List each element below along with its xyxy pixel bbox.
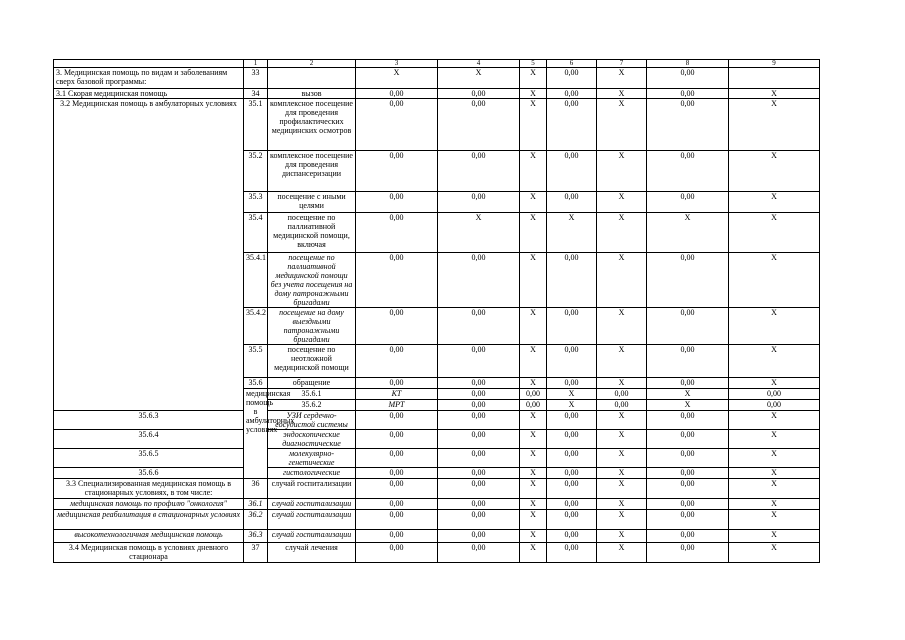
- value-cell: 0,00: [547, 89, 597, 99]
- row-number: 36.1: [244, 499, 268, 510]
- value-cell: 0,00: [438, 151, 520, 192]
- value-cell: 0,00: [647, 378, 729, 389]
- row-number: 35.4.2: [244, 308, 268, 345]
- value-cell: X: [597, 213, 647, 253]
- value-cell: X: [520, 308, 547, 345]
- row-label: медицинская помощь в амбулаторных условиях: [244, 389, 268, 479]
- value-cell: 0,00: [438, 89, 520, 99]
- value-cell: 0,00: [520, 389, 547, 400]
- value-cell: 0,00: [438, 253, 520, 308]
- value-cell: X: [729, 530, 820, 543]
- header-cell: 8: [647, 60, 729, 68]
- value-cell: X: [597, 430, 647, 449]
- value-cell: 0,00: [647, 430, 729, 449]
- value-cell: 0,00: [647, 479, 729, 499]
- row-number: 35.2: [244, 151, 268, 192]
- table-row: [54, 99, 820, 151]
- value-cell: X: [729, 449, 820, 468]
- unit-cell: обращение: [268, 378, 356, 389]
- row-number: 35.3: [244, 192, 268, 213]
- value-cell: X: [520, 89, 547, 99]
- unit-cell: случай госпитализации: [268, 530, 356, 543]
- row-number: 35.6.5: [54, 449, 244, 468]
- value-cell: 0,00: [547, 378, 597, 389]
- value-cell: X: [729, 430, 820, 449]
- table-row: [54, 530, 820, 543]
- row-number: 35.4.1: [244, 253, 268, 308]
- header-cell: 7: [597, 60, 647, 68]
- unit-cell: КТ: [356, 389, 438, 400]
- table-row: [54, 411, 820, 430]
- unit-cell: случай госпитализации: [268, 499, 356, 510]
- unit-cell: случай госпитализации: [268, 479, 356, 499]
- value-cell: 0,00: [438, 468, 520, 479]
- unit-cell: [268, 68, 356, 89]
- row-label: 3.1 Скорая медицинская помощь: [54, 89, 244, 99]
- row-number: 33: [244, 68, 268, 89]
- value-cell: 0,00: [647, 468, 729, 479]
- value-cell: X: [729, 151, 820, 192]
- value-cell: X: [647, 400, 729, 411]
- table-row: [54, 430, 820, 449]
- value-cell: 0,00: [647, 530, 729, 543]
- value-cell: 0,00: [438, 378, 520, 389]
- value-cell: 0,00: [356, 510, 438, 530]
- value-cell: X: [729, 510, 820, 530]
- unit-cell: посещение по паллиативной медицинской помощи без учета посещения на дому патронажными бригадами: [268, 253, 356, 308]
- value-cell: X: [597, 192, 647, 213]
- value-cell: X: [597, 151, 647, 192]
- row-label: медицинская помощь по профилю "онкология": [54, 499, 244, 510]
- value-cell: 0,00: [547, 499, 597, 510]
- row-number: 34: [244, 89, 268, 99]
- value-cell: 0,00: [356, 411, 438, 430]
- value-cell: X: [729, 499, 820, 510]
- value-cell: 0,00: [356, 543, 438, 563]
- value-cell: 0,00: [438, 449, 520, 468]
- value-cell: X: [520, 213, 547, 253]
- row-number: 35.5: [244, 345, 268, 378]
- table-row: [54, 479, 820, 499]
- row-number: 37: [244, 543, 268, 563]
- value-cell: 0,00: [356, 253, 438, 308]
- header-cell: 3: [356, 60, 438, 68]
- value-cell: 0,00: [547, 253, 597, 308]
- value-cell: X: [520, 345, 547, 378]
- row-number: 35.1: [244, 99, 268, 151]
- value-cell: X: [597, 468, 647, 479]
- value-cell: 0,00: [729, 400, 820, 411]
- value-cell: 0,00: [356, 430, 438, 449]
- value-cell: 0,00: [647, 99, 729, 151]
- value-cell: 0,00: [647, 192, 729, 213]
- row-label: высокотехнологичная медицинская помощь: [54, 530, 244, 543]
- value-cell: 0,00: [547, 308, 597, 345]
- value-cell: 0,00: [647, 68, 729, 89]
- value-cell: X: [520, 151, 547, 192]
- value-cell: 0,00: [547, 345, 597, 378]
- value-cell: X: [597, 345, 647, 378]
- value-cell: 0,00: [597, 389, 647, 400]
- row-number: 35.6.2: [268, 400, 356, 411]
- header-blank: [54, 60, 244, 68]
- value-cell: X: [520, 479, 547, 499]
- value-cell: X: [520, 510, 547, 530]
- value-cell: 0,00: [356, 213, 438, 253]
- value-cell: X: [597, 499, 647, 510]
- value-cell: X: [547, 389, 597, 400]
- value-cell: 0,00: [438, 430, 520, 449]
- value-cell: 0,00: [438, 479, 520, 499]
- unit-cell: МРТ: [356, 400, 438, 411]
- value-cell: X: [597, 68, 647, 89]
- value-cell: 0,00: [647, 543, 729, 563]
- medical-care-table: [53, 59, 820, 563]
- value-cell: 0,00: [520, 400, 547, 411]
- value-cell: X: [356, 68, 438, 89]
- unit-cell: посещение на дому выездными патронажными бригадами: [268, 308, 356, 345]
- value-cell: 0,00: [356, 479, 438, 499]
- value-cell: X: [729, 468, 820, 479]
- value-cell: X: [729, 411, 820, 430]
- row-number: 35.6.1: [268, 389, 356, 400]
- table-row: [54, 449, 820, 468]
- value-cell: 0,00: [356, 499, 438, 510]
- value-cell: X: [597, 449, 647, 468]
- row-number: 35.6.6: [54, 468, 244, 479]
- header-cell: 6: [547, 60, 597, 68]
- value-cell: X: [597, 89, 647, 99]
- value-cell: 0,00: [547, 543, 597, 563]
- value-cell: X: [729, 253, 820, 308]
- table-row: [54, 510, 820, 530]
- value-cell: X: [520, 68, 547, 89]
- header-cell: 2: [268, 60, 356, 68]
- value-cell: 0,00: [597, 400, 647, 411]
- value-cell: X: [597, 308, 647, 345]
- value-cell: 0,00: [438, 530, 520, 543]
- value-cell: 0,00: [356, 468, 438, 479]
- row-number: 36: [244, 479, 268, 499]
- value-cell: X: [520, 499, 547, 510]
- value-cell: X: [729, 543, 820, 563]
- value-cell: 0,00: [547, 151, 597, 192]
- value-cell: [729, 68, 820, 89]
- unit-cell: посещение по паллиативной медицинской помощи, включая: [268, 213, 356, 253]
- value-cell: 0,00: [647, 499, 729, 510]
- value-cell: X: [597, 543, 647, 563]
- value-cell: X: [729, 99, 820, 151]
- row-number: 35.6: [244, 378, 268, 389]
- value-cell: X: [438, 68, 520, 89]
- unit-cell: комплексное посещение для проведения диспансеризации: [268, 151, 356, 192]
- value-cell: 0,00: [647, 510, 729, 530]
- value-cell: 0,00: [438, 510, 520, 530]
- table-row: [54, 468, 820, 479]
- value-cell: 0,00: [647, 253, 729, 308]
- value-cell: X: [597, 411, 647, 430]
- value-cell: 0,00: [547, 430, 597, 449]
- unit-cell: случай госпитализации: [268, 510, 356, 530]
- value-cell: X: [520, 468, 547, 479]
- row-number: 35.4: [244, 213, 268, 253]
- value-cell: X: [520, 378, 547, 389]
- header-cell: 9: [729, 60, 820, 68]
- row-number: 36.3: [244, 530, 268, 543]
- value-cell: X: [597, 530, 647, 543]
- unit-cell: молекулярно-генетические: [268, 449, 356, 468]
- value-cell: X: [597, 510, 647, 530]
- value-cell: 0,00: [547, 192, 597, 213]
- row-label: 3.3 Специализированная медицинская помощь в стационарных условиях, в том числе:: [54, 479, 244, 499]
- value-cell: X: [597, 253, 647, 308]
- value-cell: X: [547, 213, 597, 253]
- value-cell: 0,00: [356, 99, 438, 151]
- value-cell: 0,00: [729, 389, 820, 400]
- unit-cell: посещение по неотложной медицинской помощи: [268, 345, 356, 378]
- value-cell: X: [729, 345, 820, 378]
- unit-cell: комплексное посещение для проведения профилактических медицинских осмотров: [268, 99, 356, 151]
- value-cell: 0,00: [356, 89, 438, 99]
- unit-cell: вызов: [268, 89, 356, 99]
- value-cell: X: [597, 99, 647, 151]
- value-cell: X: [520, 253, 547, 308]
- value-cell: 0,00: [647, 449, 729, 468]
- value-cell: 0,00: [547, 411, 597, 430]
- row-label: 3. Медицинская помощь по видам и заболеваниям сверх базовой программы:: [54, 68, 244, 89]
- table-row: [54, 499, 820, 510]
- value-cell: X: [729, 192, 820, 213]
- value-cell: 0,00: [356, 378, 438, 389]
- value-cell: X: [438, 213, 520, 253]
- value-cell: 0,00: [356, 345, 438, 378]
- unit-cell: случай лечения: [268, 543, 356, 563]
- row-number: 35.6.3: [54, 411, 244, 430]
- value-cell: 0,00: [438, 543, 520, 563]
- value-cell: 0,00: [438, 308, 520, 345]
- value-cell: 0,00: [438, 192, 520, 213]
- value-cell: X: [729, 308, 820, 345]
- header-cell: 1: [244, 60, 268, 68]
- value-cell: 0,00: [547, 510, 597, 530]
- value-cell: 0,00: [647, 411, 729, 430]
- value-cell: X: [547, 400, 597, 411]
- value-cell: 0,00: [547, 479, 597, 499]
- value-cell: 0,00: [647, 151, 729, 192]
- header-row: [54, 60, 820, 68]
- value-cell: 0,00: [547, 99, 597, 151]
- value-cell: 0,00: [647, 345, 729, 378]
- value-cell: 0,00: [356, 530, 438, 543]
- value-cell: 0,00: [547, 449, 597, 468]
- value-cell: 0,00: [438, 99, 520, 151]
- table-row: [54, 89, 820, 99]
- row-number: 36.2: [244, 510, 268, 530]
- row-number: 35.6.4: [54, 430, 244, 449]
- value-cell: X: [729, 89, 820, 99]
- value-cell: 0,00: [547, 68, 597, 89]
- value-cell: X: [520, 99, 547, 151]
- value-cell: 0,00: [438, 411, 520, 430]
- value-cell: 0,00: [356, 449, 438, 468]
- value-cell: X: [729, 479, 820, 499]
- value-cell: X: [520, 543, 547, 563]
- value-cell: X: [520, 530, 547, 543]
- value-cell: 0,00: [647, 89, 729, 99]
- value-cell: X: [520, 192, 547, 213]
- value-cell: 0,00: [356, 151, 438, 192]
- value-cell: X: [520, 430, 547, 449]
- value-cell: X: [729, 378, 820, 389]
- value-cell: X: [520, 449, 547, 468]
- value-cell: 0,00: [356, 308, 438, 345]
- header-cell: 5: [520, 60, 547, 68]
- value-cell: 0,00: [438, 389, 520, 400]
- value-cell: X: [647, 389, 729, 400]
- value-cell: X: [597, 479, 647, 499]
- value-cell: 0,00: [547, 530, 597, 543]
- value-cell: X: [647, 213, 729, 253]
- table-row: [54, 543, 820, 563]
- unit-cell: гистологические: [268, 468, 356, 479]
- value-cell: 0,00: [438, 499, 520, 510]
- value-cell: 0,00: [438, 400, 520, 411]
- unit-cell: посещение с иными целями: [268, 192, 356, 213]
- row-label: 3.4 Медицинская помощь в условиях дневного стационара: [54, 543, 244, 563]
- value-cell: X: [729, 213, 820, 253]
- value-cell: 0,00: [647, 308, 729, 345]
- value-cell: 0,00: [356, 192, 438, 213]
- unit-cell: УЗИ сердечно-сосудистой системы: [268, 411, 356, 430]
- row-label: медицинская реабилитация в стационарных условиях: [54, 510, 244, 530]
- row-label: 3.2 Медицинская помощь в амбулаторных условиях: [54, 99, 244, 411]
- value-cell: X: [520, 411, 547, 430]
- value-cell: X: [597, 378, 647, 389]
- table-row: [54, 68, 820, 89]
- header-cell: 4: [438, 60, 520, 68]
- value-cell: 0,00: [438, 345, 520, 378]
- unit-cell: эндоскопические диагностические: [268, 430, 356, 449]
- value-cell: 0,00: [547, 468, 597, 479]
